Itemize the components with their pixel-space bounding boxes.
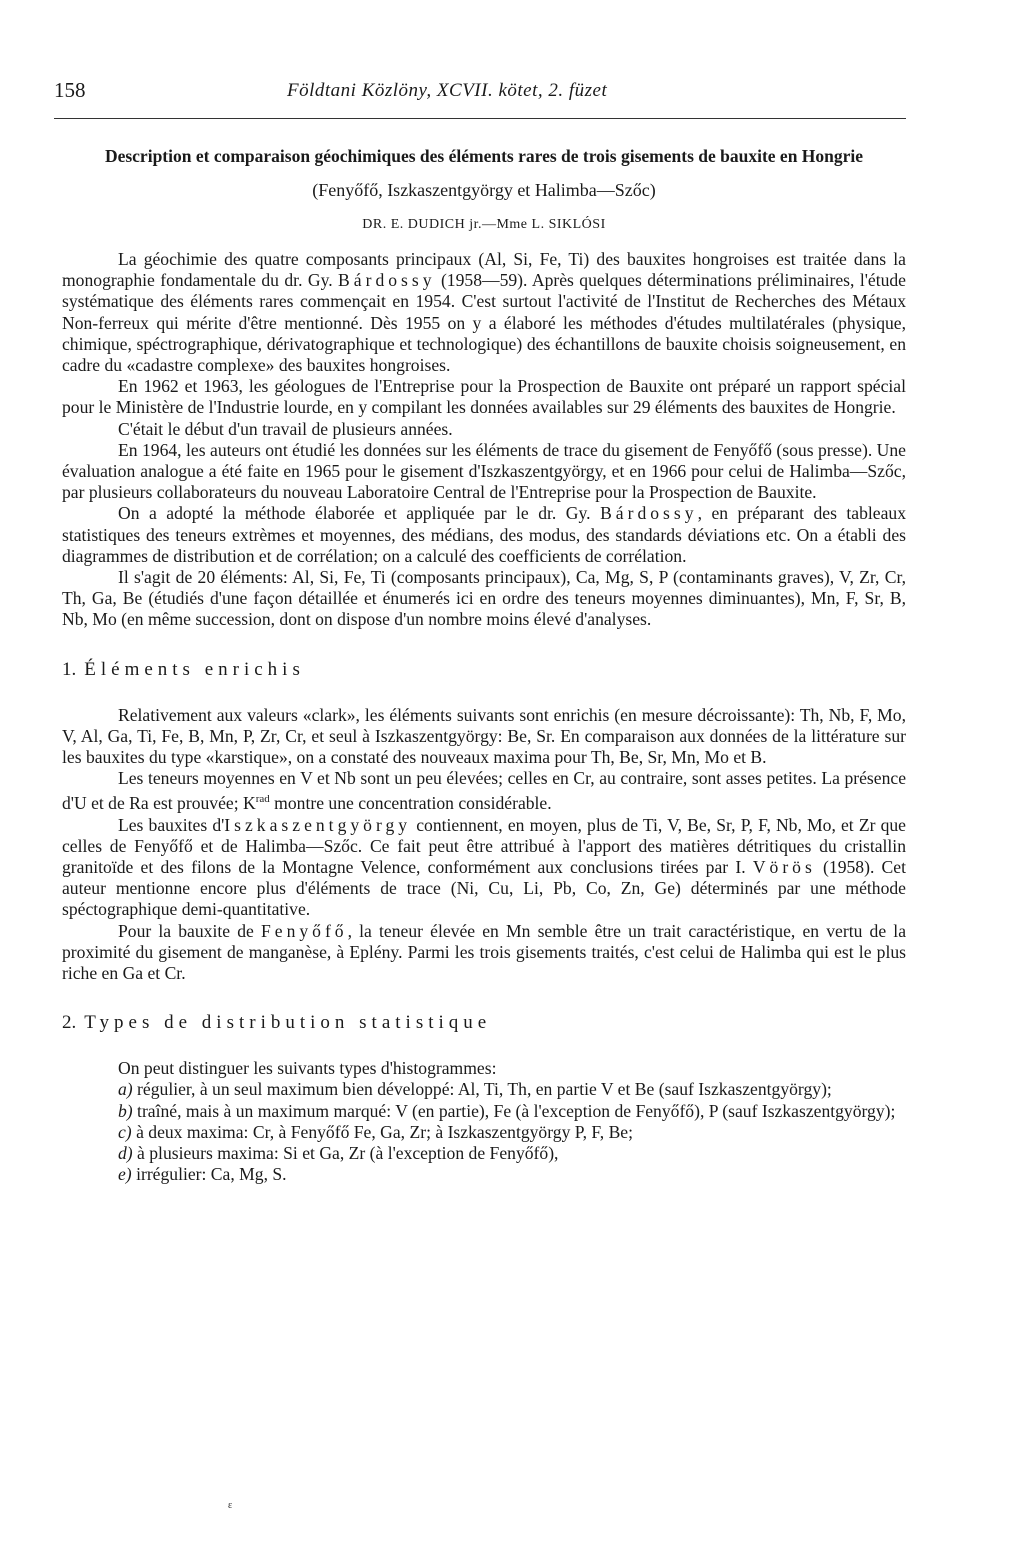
paragraph: La géochimie des quatre composants principaux (Al, Si, Fe, Ti) des bauxites hongroises est traitée dans la monographie fondamentale du dr. Gy. Bárdossy (1958—59). Après quelques déterminations préliminaires, l'étude systématique des éléments rares commençait en 1954. C'est surtout l'activité de l'Institut de Recherches des Métaux Non-ferreux qui mérite d'être mentionné. Dès 1955 on y a élaboré les méthodes d'études multilatérales (physique, chimique, spéctrographique, dérivatographique et technologique) des échantillons de bauxite choisis soigneusement, en cadre du «cadastre complexe» des bauxites hongroises. <box>62 249 906 376</box>
list-item: a) régulier, à un seul maximum bien développé: Al, Ti, Th, en partie V et Be (sauf Iszkaszentgyörgy); <box>118 1079 832 1100</box>
article-title: Description et comparaison géochimiques des éléments rares de trois gisements de bauxite en Hongrie <box>104 146 864 166</box>
place-name: Iszkaszentgyörgy <box>224 814 412 835</box>
paragraph: Les bauxites d'Iszkaszentgyörgy contiennent, en moyen, plus de Ti, V, Be, Sr, P, F, Nb, Mo, et Zr que celles de Fenyőfő et de Halimba—Szőc. Ce fait peut être attribué à l'apport des matières détritiques du cristallin granitoïde et des filons de la Montagne Velence, conformément aux conclusions tirées par I. Vörös (1958). Cet auteur mentionne encore plus d'éléments de trace (Ni, Cu, Li, Pb, Co, Zn, Ge) déterminés par une méthode spéctographique demi-quantitative. <box>62 814 906 920</box>
place-name: Fenyőfő <box>260 920 348 941</box>
section-2-body <box>62 1058 906 1185</box>
paragraph: On a adopté la méthode élaborée et appliquée par le dr. Gy. Bárdossy, en préparant des tableaux statistiques des teneurs extrèmes et moyennes, des médians, des modus, des standards déviations etc. On a établi des diagrammes de distribution et de corrélation; on a calculé des coefficients de corrélation. <box>62 503 907 566</box>
article-subtitle: (Fenyőfő, Iszkaszentgyörgy et Halimba—Szőc) <box>312 180 656 200</box>
paragraph: En 1962 et 1963, les géologues de l'Entreprise pour la Prospection de Bauxite ont préparé un rapport spécial pour le Ministère de l'Industrie lourde, en y compilant les données availables sur 29 éléments des bauxites de Hongrie. <box>62 376 906 418</box>
paragraph: Pour la bauxite de Fenyőfő, la teneur élevée en Mn semble être un trait caractéristique, en vertu de la proximité du gisement de manganèse, à Eplény. Parmi les trois gisements traités, c'est celui de Halimba qui est le plus riche en Ga et Cr. <box>62 920 907 983</box>
paragraph: Il s'agit de 20 éléments: Al, Si, Fe, Ti (composants principaux), Ca, Mg, S, P (contaminants graves), V, Zr, Cr, Th, Ga, Be (étudiés d'une façon détaillée et énumerés ici en ordre des teneurs moyennes diminuantes), Mn, F, Sr, B, Nb, Mo (en même succession, dont on dispose d'un nombre moins élevé d'analyses. <box>62 567 906 630</box>
section-heading-2: 2. Types de distribution statistique <box>62 1012 492 1034</box>
list-item: c) à deux maxima: Cr, à Fenyőfő Fe, Ga, Zr; à Iszkaszentgyörgy P, F, Be; <box>118 1121 633 1142</box>
intro-section <box>62 249 906 631</box>
list-item: b) traîné, mais à un maximum marqué: V (en partie), Fe (à l'exception de Fenyőfő), P (sauf Iszkaszentgyörgy); <box>118 1100 896 1121</box>
author-name: Vörös <box>752 856 816 877</box>
author-name: Bárdossy <box>338 270 436 291</box>
section-heading-1: 1. Éléments enrichis <box>62 658 305 680</box>
list-item: e) irrégulier: Ca, Mg, S. <box>118 1164 287 1185</box>
document-page <box>54 70 907 1185</box>
author-name: Bárdossy <box>600 503 698 524</box>
list-item: d) à plusieurs maxima: Si et Ga, Zr (à l'exception de Fenyőfő), <box>118 1142 559 1163</box>
running-header <box>54 70 906 106</box>
paragraph: Les teneurs moyennes en V et Nb sont un peu élevées; celles en Cr, au contraire, sont asses petites. La présence d'U et de Ra est prouvée; $K^{rad}$ montre une concentration considérable. <box>62 768 906 814</box>
paragraph: C'était le début d'un travail de plusieurs années. <box>118 418 453 439</box>
journal-title: Földtani Közlöny, XCVII. kötet, 2. füzet <box>287 80 608 101</box>
stray-mark: ε <box>228 1500 233 1511</box>
page-number: 158 <box>54 78 86 102</box>
section-1-body <box>62 705 906 985</box>
paragraph: Relativement aux valeurs «clark», les éléments suivants sont enrichis (en mesure décroissante): Th, Nb, F, Mo, V, Al, Ga, Ti, Fe, B, Mn, P, Zr, Cr, et seul à Iszkaszentgyörgy: Be, Sr. En comparaison aux données de la littérature sur les bauxites du type «karstique», on a constaté des nouveaux maxima pour Th, Be, Sr, Mn, Mo et B. <box>62 704 906 768</box>
header-rule <box>54 118 906 119</box>
authors: DR. E. DUDICH jr.—Mme L. SIKLÓSI <box>362 217 606 232</box>
paragraph: En 1964, les auteurs ont étudié les données sur les éléments de trace du gisement de Fenyőfő (sous presse). Une évaluation analogue a été faite en 1965 pour le gisement d'Iszkaszentgyörgy, et en 1966 pour celui de Halimba—Szőc, par plusieurs collaborateurs du nouveau Laboratoire Central de l'Entreprise pour la Prospection de Bauxite. <box>62 439 906 503</box>
paragraph: On peut distinguer les suivants types d'histogrammes: <box>118 1058 497 1079</box>
